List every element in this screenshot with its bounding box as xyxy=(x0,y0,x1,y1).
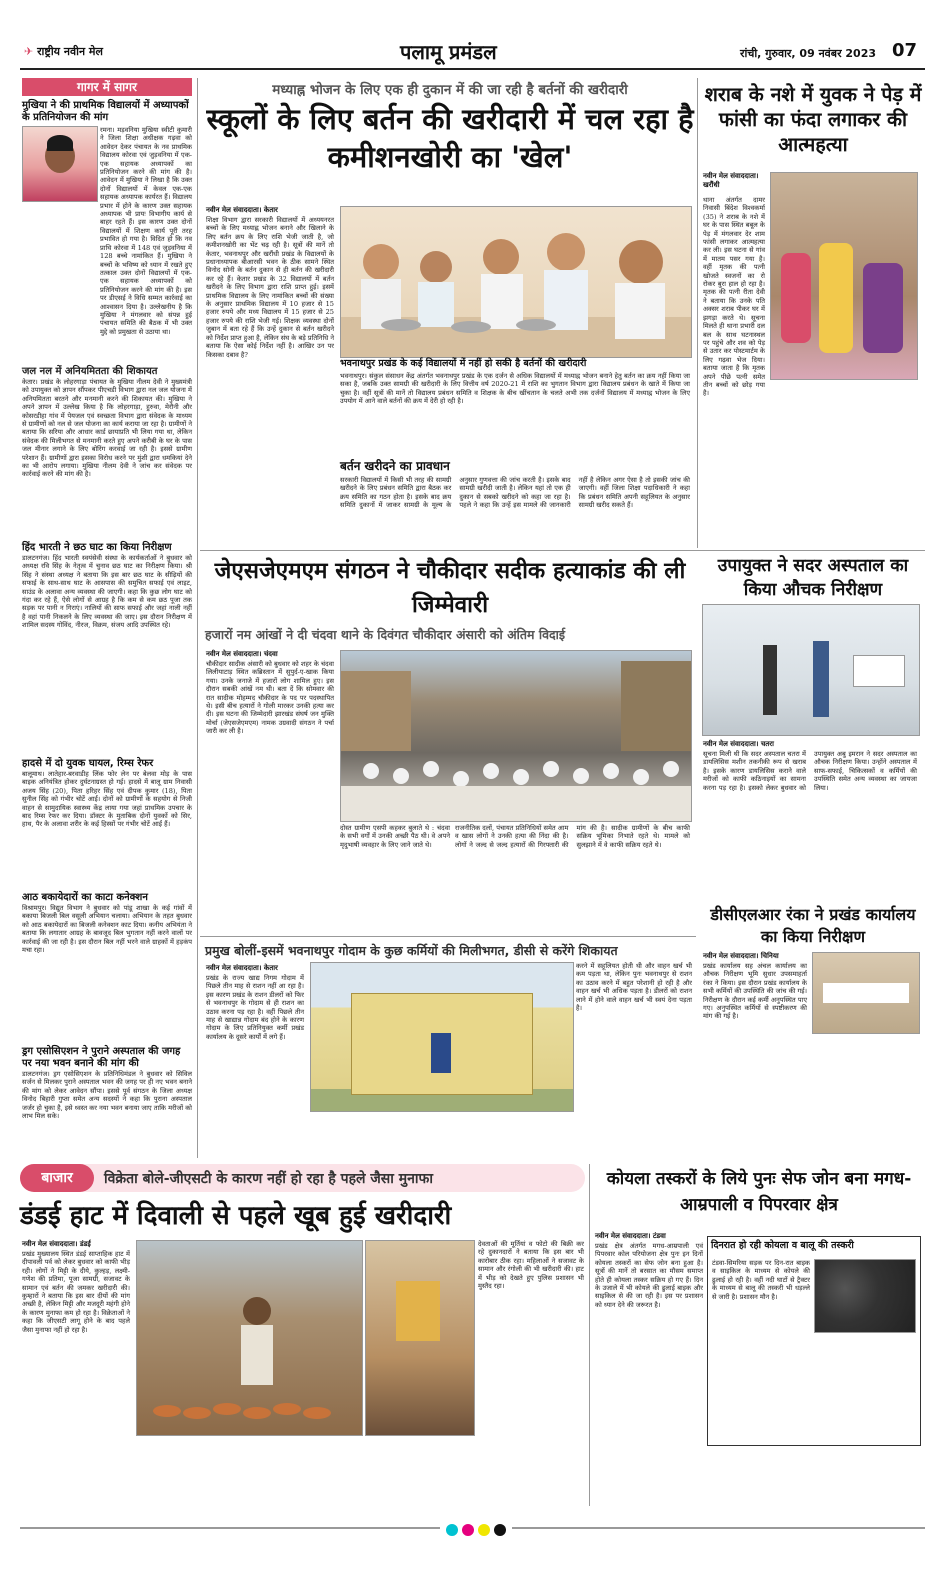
second-byline: नवीन मेल संवाददाता। चंदवा xyxy=(206,650,278,658)
dateline: रांची, गुरुवार, 09 नवंबर 2023 xyxy=(740,47,877,60)
market-photo-1 xyxy=(136,1240,363,1436)
yellow-dot xyxy=(478,1524,490,1536)
hospital-photo xyxy=(702,604,920,736)
lead-sub-text: सरकारी विद्यालयों में किसी भी तरह की सामग्री खरीदने के लिए प्रबंधन समिति द्वारा बैठक कर क्रय समिति का गठन होता है। इसके बाद क्रय समिति दुकानों में जाकर सामग्री के मूल्य के अनुसार गुणवत्ता की जांच करती है। इसके बाद सामग्री खरीदी जाती है। लेकिन यहां तो एक ही दुकान से सबको खरीदने को कहा जा रहा है। पहले ने कहा कि उन्हें इस मामले की जानकारी नहीं है लेकिन अगर ऐसा है तो इसकी जांच की जाएगी। वहीं जिला शिक्षा पदाधिकारी ने कहा कि प्रबंधन समिति अपनी सहूलियत के अनुसार सामग्री खरीद सकते हैं। xyxy=(340,476,690,510)
masthead-rule xyxy=(20,68,925,70)
left-item-text: डालटनगंज। हिंद भारती स्वयंसेवी संस्था के कार्यकर्ताओं ने बुधवार को अध्यक्ष रवि सिंह के नेतृत्व में चुनाव छठ घाट का निरीक्षण किया। श्री सिंह ने संस्था अध्यक्ष ने बताया कि इस बार छठ घाट के सीढ़ियों की सफाई के साथ-साथ घाट के आसपास की समुचित सफाई एवं लाइट, साउंड के अलावा अन्य व्यवस्था की जाएगी। कहा कि कुछ लोग घाट को गंदा कर रहे हैं, ऐसे लोगों से आग्रह है कि कम से कम छठ पूजा तक सड़क पर पानी न गिराएं। नालियों की साफ सफाई और जहां नाली नहीं है वहां पानी निकलने के लिए व्यवस्था की जाए। इस दौरान निरीक्षण में शामिल सदस्य गोविंद, नीरज, विक्रम, संजय आदि उपस्थित रहे। xyxy=(22,554,192,630)
bazar-label: बाजार xyxy=(20,1164,94,1192)
section-title: पलामू प्रमंडल xyxy=(400,40,497,64)
lead-illustration xyxy=(340,206,692,358)
footer-bar xyxy=(20,1518,925,1538)
lead-headline: स्कूलों के लिए बर्तन की खरीदारी में चल रहा है कमीशनखोरी का 'खेल' xyxy=(206,102,694,174)
children-eating-illustration xyxy=(341,207,691,357)
crowd-illustration xyxy=(341,651,691,821)
second-text-right: राजनीतिक दलों, पंचायत प्रतिनिधियों समेत आम व खास लोगों ने उनकी हत्या की निंदा की है। लोगों ने जल्द से जल्द हत्यारों की गिरफ्तारी की मांग की है। सादीक ग्रामीणों के बीच काफी सक्रिय भूमिका निभाते रहते थे। मामले को सुलझाने में वे काफी सक्रिय रहते थे। xyxy=(455,824,690,849)
left-item-headline: मुखिया ने की प्राथमिक विद्यालयों में अध्यापकों के प्रतिनियोजन की मांग xyxy=(22,100,189,123)
lead-caption-text: भवनाथपुर। संकुल संसाधन केंद्र अंतर्गत भवनाथपुर प्रखंड के एक दर्जन से अधिक विद्यालयों में मध्याह्न भोजन बनाने हेतु बर्तन का क्रय नहीं किया जा सका है, जबकि उक्त सामग्री की खरीदारी के लिए वित्तीय वर्ष 2020-21 में राशि का भुगतान विभाग द्वारा विद्यालय प्रबंधन के खाते में किया जा चुका है। वहीं सूत्रों की मानें तो विद्यालय प्रबंधन समिति व शिक्षक के बीच खींचतान के चलते अभी तक दर्जनों विद्यालय में मध्याह्न भोजन के लिए उपयोग में आने वाले बर्तनों की क्रय में देरी हो रही है। xyxy=(340,372,690,406)
dcllr-byline: नवीन मेल संवाददाता। चिनिया xyxy=(703,952,779,960)
right-top-text: थाना अंतर्गत दामर निवासी बिंदेश विश्वकर्मा (35) ने शराब के नशे में घर के पास स्थित बबूल के पेड़ में मंगलवार देर शाम फांसी लगाकर आत्महत्या कर ली। इस घटना से गांव में मातम पसर गया है। वहीं मृतक की पत्नी खोजते स्वजनों का रो रोकर बुरा हाल हो रहा है। मृतक की पत्नी रीता देवी ने बताया कि उनके पति अक्सर शराब पीकर घर में झगड़ा करते थे। सूचना मिलते ही थाना प्रभारी दल बल के साथ घटनास्थल पर पहुंचे और शव को पेड़ से उतार कर पोस्टमार्टम के लिए गढ़वा भेज दिया। बताया जाता है कि मृतक अपने पीछे पत्नी समेत तीन बच्चों को छोड़ गया है। xyxy=(703,196,765,398)
left-item-headline: आठ बकायेदारों का काटा कनेक्शन xyxy=(22,892,148,903)
left-item-1 xyxy=(22,100,192,336)
coal-box-text-right xyxy=(814,1335,914,1439)
mukhiya-photo xyxy=(22,126,98,202)
godown-text-mid xyxy=(310,1112,572,1158)
col-divider xyxy=(697,78,698,548)
black-dot xyxy=(494,1524,506,1536)
coal-text-bottom xyxy=(707,1448,919,1506)
left-item-text: बालूमाथ। लातेहार-बरवाडीह लिंक फोर लेन पर बेलवा मोड़ के पास बाइक अनियंत्रित होकर दुर्घटनाग्रस्त हो गई। हादसे में बालू ग्राम निवासी अजय सिंह (20), पिता हरिहर सिंह एवं दीपक कुमार (18), पिता सुनील सिंह को गंभीर चोटें आईं। दोनों को ग्रामीणों के सहयोग से निजी वाहन से सामुदायिक स्वास्थ्य केंद्र लाया गया जहां प्राथमिक उपचार के बाद रिम्स रेफर कर दिया। डॉक्टर के मुताबिक दोनों युवकों को सिर, हाथ, पैर के अलावा शरीर के कई हिस्सों पर गंभीर चोटें आईं हैं। xyxy=(22,770,192,829)
coal-text: प्रखंड क्षेत्र अंतर्गत मगध-आम्रपाली एवं पिपरवार कोल परियोजना क्षेत्र पुनः इन दिनों कोयला तस्करों का सेफ जोन बना हुआ है। सूत्रों की मानें तो बरसात का मौसम समाप्त होते ही कोयला तस्कर सक्रिय हो गए हैं। दिन के उजाले में भी कोयले की ढुलाई बाइक और साइकिल से की जा रही है। इस पर प्रशासन को ध्यान देने की जरूरत है। xyxy=(595,1242,703,1309)
bazar-text-right: देवताओं की मूर्तियां व फोटो की बिक्री कर रहे दुकानदारों ने बताया कि इस बार भी कारोबार ठीक रहा। महिलाओं ने सजावट के सामान और रंगोली की भी खरीदारी की। हाट में भीड़ को देखते हुए पुलिस प्रशासन भी मुस्तैद रहा। xyxy=(478,1240,584,1291)
coal-box-title: दिनरात हो रही कोयला व बालू की तस्करी xyxy=(711,1240,854,1251)
dcllr-headline: डीसीएलआर रंका ने प्रखंड कार्यालय का किया निरीक्षण xyxy=(710,905,916,946)
right-top-byline: नवीन मेल संवाददाता। खरौंधी xyxy=(703,172,759,189)
paper-name: राष्ट्रीय नवीन मेल xyxy=(37,45,103,58)
bazar-text-mid xyxy=(136,1438,473,1506)
paper-logo xyxy=(24,44,103,59)
left-item-text: विश्रामपुर। विद्युत विभाग ने बुधवार को पांडू शाखा के कई गांवों में बकाया बिजली बिल वसूली अभियान चलाया। अभियान के तहत बुधवार को आठ बकायेदारों का बिजली कनेक्शन काट दिया। कनीय अभियंता ने बताया कि लगातार आग्रह के बावजूद बिल भुगतान नहीं करने वालों पर कार्रवाई की जा रही है। इस दौरान बिल नहीं भरने वाले ग्राहकों में हड़कंप मचा रहा। xyxy=(22,904,192,955)
left-col-label: गागर में सागर xyxy=(22,78,192,96)
right-top-headline: शराब के नशे में युवक ने पेड़ में फांसी का फंदा लगाकर की आत्महत्या xyxy=(704,83,922,156)
bazar-kicker: विक्रेता बोले-जीएसटी के कारण नहीं हो रहा है पहले जैसा मुनाफा xyxy=(104,1171,433,1187)
lead-kicker: मध्याह्न भोजन के लिए एक ही दुकान में की जा रही है बर्तनों की खरीदारी xyxy=(272,82,628,98)
bird-icon: ✈ xyxy=(24,45,34,58)
godown-photo xyxy=(310,962,574,1112)
dcllr-text-right xyxy=(812,1036,918,1158)
second-headline: जेएसजेएमएम संगठन ने चौकीदार सदीक हत्याकांड की ली जिम्मेवारी xyxy=(214,558,686,618)
lead-photo-caption: भवनाथपुर प्रखंड के कई विद्यालयों में नहीं हो सकी है बर्तनों की खरीदारी xyxy=(340,358,587,369)
bazar-text: प्रखंड मुख्यालय स्थित डंडई साप्ताहिक हाट में दीपावली पर्व को लेकर बुधवार को काफी भीड़ रही। लोगों ने मिट्टी के दीये, कुल्हड़, लक्ष्मी-गणेश की प्रतिमा, पूजा सामग्री, सजावट के सामान एवं बर्तन की जमकर खरीदारी की। कुम्हारों ने बताया कि इस बार दीयों की मांग अच्छी है, लेकिन मिट्टी और मजदूरी महंगी होने के कारण मुनाफा कम हो रहा है। विक्रेताओं ने कहा कि जीएसटी लागू होने के बाद पहले जैसा मुनाफा नहीं हो रहा है। xyxy=(22,1250,130,1334)
lead-text: शिक्षा विभाग द्वारा सरकारी विद्यालयों में अध्ययनरत बच्चों के लिए मध्याह्न भोजन बनाने और खिलाने के लिए बर्तन क्रय के लिए राशि भेजी जाती है, जो कमीशनखोरी का भेंट चढ़ रही है। सूत्रों की मानें तो केतार, भवनाथपुर और खरौंधी प्रखंड के विद्यालयों के प्रधानाध्यापक बीआरसी भवन के ठीक सामने स्थित विनोद सोनी के बर्तन दुकान से ही बर्तन की खरीदारी कर रहे हैं। केतार प्रखंड के 32 विद्यालयों में बर्तन खरीदने के लिए विभाग द्वारा राशि प्राप्त हुई। इसमें प्राथमिक विद्यालय के लिए नामांकित बच्चों की संख्या के अनुसार प्राथमिक विद्यालय में 10 हजार से 15 हजार रुपये और मध्य विद्यालय में 15 हजार से 25 हजार रुपये की राशि भेजी गई। शिक्षक व्यवस्था दोनों जुबान में बता रहे हैं कि उन्हें दुकान से बर्तन खरीदने को निर्देश प्राप्त हुआ है, लेकिन संघ के बड़े प्रतिनिधि ने बताया कि ऐसा कोई निर्देश नहीं है। आखिर उन पर किसका दबाव है? xyxy=(206,216,334,359)
dcllr-text: प्रखंड कार्यालय सह अंचल कार्यालय का औचक निरीक्षण भूमि सुधार उपसमाहर्ता रंका ने किया। इस दौरान प्रखंड कार्यालय के सभी कर्मियों की उपस्थिति की जांच की गई। निरीक्षण के दौरान कई कर्मी अनुपस्थित पाए गए। अनुपस्थित कर्मियों से स्पष्टीकरण की मांग की गई है। xyxy=(703,962,807,1021)
second-caption: दोस्त ग्रामीण एसपी कहकर बुलाते थे : चंदवा के सभी वर्गों में उनकी अच्छी पैठ थी। वे अपने मृदुभाषी व्यवहार के लिए जाने जाते थे। xyxy=(340,824,450,849)
right-mid-text: सूचना मिली थी कि सदर अस्पताल चतरा में डायलिसिस मशीन तकनीकी रूप से खराब है। इसके कारण डायलिसिस कराने वाले मरीजों को काफी कठिनाइयों का सामना करना पड़ रहा है। इसको लेकर बुधवार को उपायुक्त अबु इमरान ने सदर अस्पताल का औचक निरीक्षण किया। उन्होंने अस्पताल में साफ-सफाई, चिकित्सकों व कर्मियों की उपस्थिति समेत अन्य व्यवस्था का जायजा लिया। xyxy=(703,750,917,792)
left-item-headline: हिंद भारती ने छठ घाट का किया निरीक्षण xyxy=(22,542,172,553)
left-item-headline: ड्रग एसोसिएशन ने पुराने अस्पताल की जगह पर नया भवन बनाने की मांग की xyxy=(22,1046,181,1069)
section-rule xyxy=(200,936,696,937)
left-item-text: डालटनगंज। ड्रग एसोसिएशन के प्रतिनिधिमंडल ने बुधवार को सिविल सर्जन से मिलकर पुराने अस्पताल भवन की जगह पर ही नए भवन बनाने की मांग को लेकर आवेदन सौंपा। इससे पूर्व संगठन के जिला अध्यक्ष विनोद बिहारी गुप्ता समेत अन्य सदस्यों ने कहा कि पुराना अस्पताल जर्जर हो चुका है, इसे ध्वस्त कर नया भवन बनाया जाए ताकि मरीजों को लाभ मिल सके। xyxy=(22,1070,192,1121)
market-photo-2 xyxy=(365,1240,475,1436)
coal-byline: नवीन मेल संवाददाता। टंडवा xyxy=(595,1232,666,1240)
col-divider xyxy=(197,78,198,1158)
left-col xyxy=(22,100,192,1160)
section-rule xyxy=(200,550,925,551)
coal-headline: कोयला तस्करों के लिये पुनः सेफ जोन बना मगध-आम्रपाली व पिपरवार क्षेत्र xyxy=(606,1169,912,1215)
left-item-text: केतार। प्रखंड के लोहरगाड़ा पंचायत के मुखिया नीलम देवी ने मुख्यमंत्री को उपायुक्त को ज्ञापन सौंपकर पीएचडी विभाग द्वारा नल जल योजना में अनियमितता बरतने और मनमानी करने की शिकायत की। मुखिया ने अपने ज्ञापन में उल्लेख किया है कि लोहरगाड़ा, हुरुवा, मेरौनी और कोसरडीहा गांव में पेयजल एवं स्वच्छता विभाग द्वारा संवेदक के माध्यम से ग्रामीणों को नल से जल योजना का कार्य कराया जा रहा है। ग्रामीणों ने बताया कि सरिया और आधार कार्ड छायाप्रति भी लिया गया था, लेकिन संवेदक की मिलीभगत से मनमानी करते हुए अपने करीबी के घर के पास जल मीनार लगाने के लिए बोरिंग करवाई जा रही है। इससे ग्रामीण परेशान हैं। ग्रामीणों द्वारा इसका विरोध करने पर मुंशी द्वारा धमकियां देने का भी आरोप लगाया। मुखिया नीलम देवी ने जांच कर संवेदक पर कार्रवाई करने की मांग की है। xyxy=(22,378,192,479)
cyan-dot xyxy=(446,1524,458,1536)
left-item-headline: हादसे में दो युवक घायल, रिम्स रेफर xyxy=(22,758,154,769)
lead-sub-headline: बर्तन खरीदने का प्रावधान xyxy=(340,459,450,473)
lead-byline: नवीन मेल संवाददाता। केतार xyxy=(206,206,278,214)
right-mid-headline: उपायुक्त ने सदर अस्पताल का किया औचक निरीक्षण xyxy=(717,556,909,600)
left-item-headline: जल नल में अनियमितता की शिकायत xyxy=(22,366,158,377)
godown-text: प्रखंड के राज्य खाद्य निगम गोदाम में पिछले तीन माह से राशन नहीं आ रहा है। इस कारण प्रखंड के राशन डीलरों को फिर से भवनाथपुर के गोदाम से ही राशन का उठाव करना पड़ रहा है। वहीं पिछले तीन माह से खाद्यान्न गोदाम बंद होने के कारण गोदाम के लिए प्रतिनियुक्त कर्मी प्रखंड कार्यालय के दूसरे कार्यों में लगे हैं। xyxy=(206,974,304,1041)
coal-box xyxy=(707,1236,921,1446)
godown-headline: प्रमुख बोलीं-इसमें भवनाथपुर गोदाम के कुछ कर्मियों की मिलीभगत, डीसी से करेंगे शिकायत xyxy=(205,943,618,958)
bazar-band xyxy=(20,1164,585,1192)
godown-text-right: करने में सहूलियत होती थी और वाहन खर्च भी कम पड़ता था, लेकिन पुनः भवनाथपुर से राशन का उठाव करने में बहुत परेशानी हो रही है और वाहन खर्च भी अधिक पड़ता है। डीलरों को राशन लाने में होने वाले वाहन खर्च भी स्वयं देना पड़ता है। xyxy=(576,962,692,1013)
page-number: 07 xyxy=(892,40,918,61)
funeral-photo xyxy=(770,172,918,380)
second-text: चौकीदार सादीक अंसारी को बुधवार को शहर के चंदवा लिलीयाटाड़ स्थित कब्रिस्तान में सुपुर्द-ए-खाक किया गया। उनके जनाजे में हजारों लोग शामिल हुए। इस दौरान सबकी आंखें नम थी। बता दें कि सोमवार की रात सादीक मोहम्मद चौकीदार के पद पर पदस्थापित थे। इसी बीच हत्यारों ने गोली मारकर उनकी हत्या कर दी। इस घटना की जिम्मेदारी झारखंड संघर्ष जन मुक्ति मोर्चा (जेएसजेएमएम) नामक उग्रवादी संगठन ने पर्चा जारी कर ली है। xyxy=(206,660,334,736)
left-item-text: रमना। मड़वनिया मुखिया स्वीटी कुमारी ने जिला शिक्षा अधीक्षक गढ़वा को आवेदन देकर पंचायत के नव प्राथमिक विद्यालय कोरवा एवं जुड़वनिया में एक-एक सहायक अध्यापकों का प्रतिनियोजन करने की मांग की है। आवेदन में मुखिया ने लिखा है कि उक्त दोनों विद्यालयों में केवल एक-एक सहायक अध्यापक कार्यरत हैं। विद्यालय प्रभार में होने के कारण उक्त सहायक अध्यापक भी प्रायः विभागीय कार्य से बाहर रहते हैं। इस कारण उक्त दोनों विद्यालयों में शिक्षण कार्य पूरी तरह प्रभावित हो गया है। विदित हो कि नव प्राथि कोरवा में 148 एवं जुड़वनिया में 128 बच्चे नामांकित हैं। मुखिया ने बच्चों के भविष्य को ध्यान में रखते हुए तत्काल उक्त दोनों विद्यालयों में एक-एक सहायक अध्यापकों को प्रतिनियोजन करने की मांग की है। इस पर डीएसई ने विधि सम्मत कार्रवाई का आश्वासन दिया है। उल्लेखनीय है कि मुखिया ने मंगलवार को संपन्न हुई पंचायत समिति की बैठक में भी उक्त मुद्दे को प्रमुखता से उठाया था। xyxy=(100,126,192,336)
right-top-text-cont xyxy=(703,382,917,542)
col-divider xyxy=(589,1164,590,1506)
right-mid-byline: नवीन मेल संवाददाता। चतरा xyxy=(703,740,774,748)
dcllr-photo xyxy=(812,952,920,1034)
market-stall-illustration xyxy=(137,1241,362,1435)
coal-photo xyxy=(814,1259,916,1333)
godown-byline: नवीन मेल संवाददाता। केतार xyxy=(206,964,278,972)
coal-box-text: टंडवा-सिमरिया सड़क पर दिन-रात बाइक व साइकिल के माध्यम से कोयले की ढुलाई हो रही है। वहीं नदी घाटों से ट्रैक्टर के माध्यम से बालू की तस्करी भी धड़ल्ले से जारी है। प्रशासन मौन है। xyxy=(712,1259,810,1301)
second-kicker: हजारों नम आंखों ने दी चंदवा थाने के दिवंगत चौकीदार अंसारी को अंतिम विदाई xyxy=(205,627,566,642)
funeral-procession-photo xyxy=(340,650,692,822)
masthead xyxy=(20,38,925,66)
magenta-dot xyxy=(462,1524,474,1536)
bazar-byline: नवीन मेल संवाददाता। डंडई xyxy=(22,1240,91,1248)
bazar-headline: डंडई हाट में दिवाली से पहले खूब हुई खरीदारी xyxy=(20,1201,452,1231)
registration-dots xyxy=(440,1521,512,1540)
